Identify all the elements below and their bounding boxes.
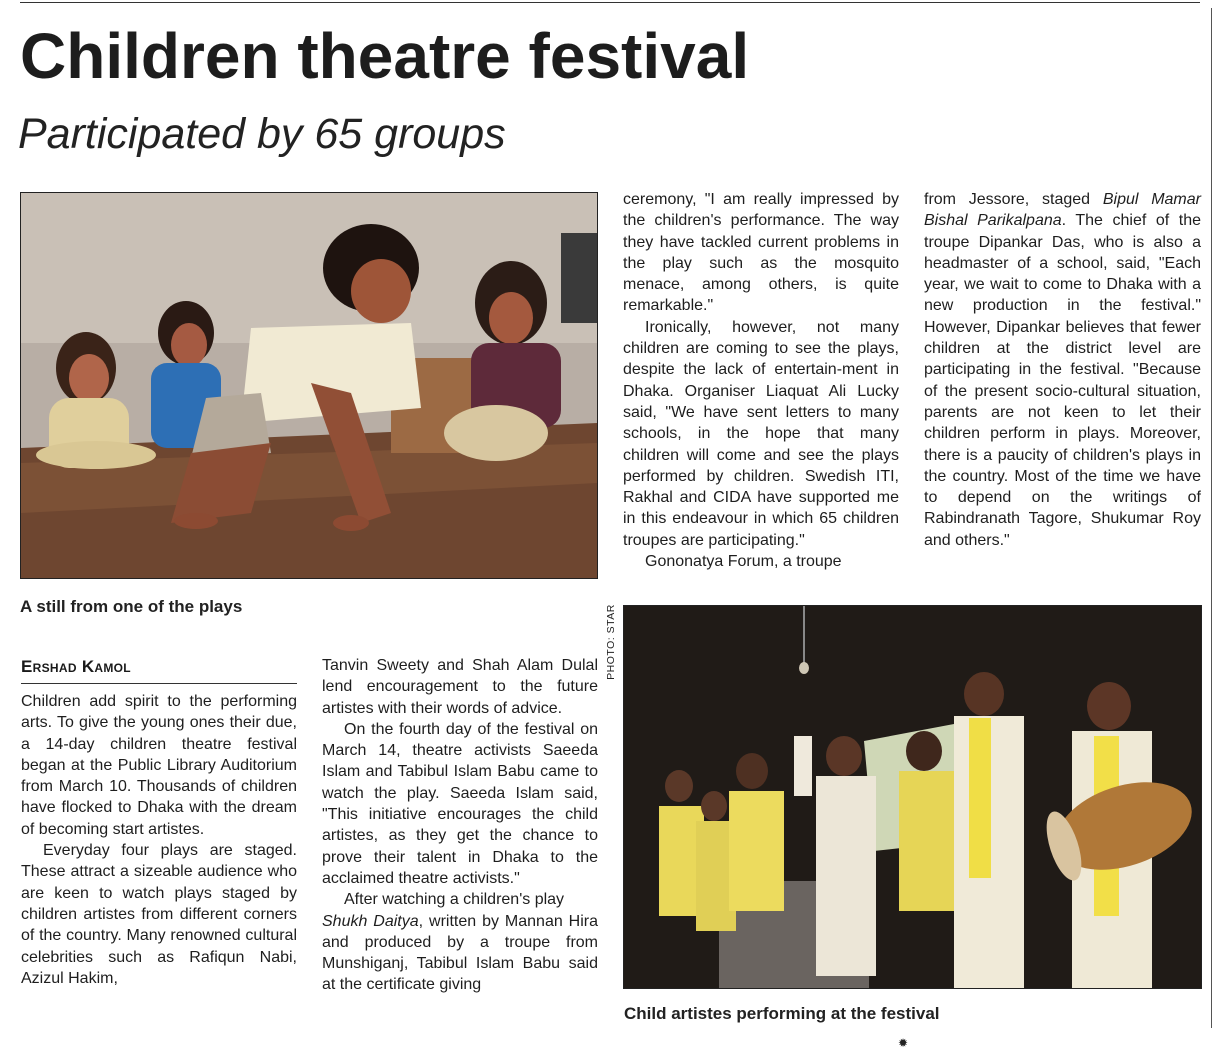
photo-play-still xyxy=(20,192,598,579)
play-title: Shukh Daitya xyxy=(322,912,419,930)
subheadline: Participated by 65 groups xyxy=(18,110,506,158)
byline: Ershad Kamol xyxy=(21,657,297,684)
photo-credit: PHOTO: STAR xyxy=(604,604,617,680)
paragraph: ceremony, "I am really impressed by the children's performance. The way they have tackled current problems in the play such as the mosquito menace, among others, is quite remarkable." xyxy=(623,191,899,315)
paragraph: Children add spirit to the performing arts. To give the young ones their due, a 14-day children theatre festival began at the Public Library Auditorium from March 10. Thousands of children have flocked to Dhaka with the dream of becoming start artistes. xyxy=(21,693,297,838)
headline: Children theatre festival xyxy=(20,20,750,92)
paragraph: Tanvin Sweety and Shah Alam Dulal lend encouragement to the future artistes with their words of advice. xyxy=(322,657,598,717)
article-column-4 xyxy=(924,189,1201,551)
paragraph: After watching a children's play Shukh Daitya, written by Mannan Hira and produced by a troupe from Munshiganj, Tabibul Islam Babu said at the certificate giving xyxy=(322,891,598,994)
paragraph: Everyday four plays are staged. These attract a sizeable audience who are keen to watch plays staged by children artistes from different corners of the country. Many renowned cultural celebrities such as Rafiqun Nabi, Azizul Hakim, xyxy=(21,842,297,987)
sun-emblem-icon: ✹ xyxy=(898,1036,909,1050)
paragraph: from Jessore, staged Bipul Mamar Bishal Parikalpana. The chief of the troupe Dipankar Das, who is also a headmaster of a school, said, "Each year, we wait to come to Dhaka with a new production in the festival." However, Dipankar believes that fewer children at the district level are participating in the festival. "Because of the present socio-cultural situation, parents are not keen to let their children perform in plays. Moreover, there is a paucity of children's plays in the country. Most of the time we have to depend on the writings of Rabindranath Tagore, Shukumar Roy and others." xyxy=(924,191,1201,549)
article-column-3 xyxy=(623,189,899,572)
article-column-2 xyxy=(322,655,598,996)
photo-caption-2: Child artistes performing at the festival xyxy=(624,1004,940,1023)
play-title: Bipul Mamar Bishal Parikalpana xyxy=(924,191,1201,230)
paragraph: On the fourth day of the festival on March 14, theatre activists Saeeda Islam and Tabibul Islam Babu came to watch the play. Saeeda Islam said, "This initiative encourages the child artistes, as they get the chance to prove their talent in Dhaka to the acclaimed theatre activists." xyxy=(322,720,598,887)
right-rule xyxy=(1211,8,1212,1028)
paragraph: Ironically, however, not many children are coming to see the plays, despite the lack of entertain-ment in Dhaka. Organiser Liaquat Ali Lucky said, "We have sent letters to many schools, in the hope that many children will come and see the plays performed by children. Swedish ITI, Rakhal and CIDA have supported me in this endeavour in which 65 children troupes are participating." xyxy=(623,318,899,549)
photo-child-artistes xyxy=(623,605,1202,989)
top-rule xyxy=(20,2,1200,3)
photo-caption-1: A still from one of the plays xyxy=(20,597,243,616)
article-column-1 xyxy=(21,691,297,989)
paragraph: Gononatya Forum, a troupe xyxy=(645,553,842,571)
